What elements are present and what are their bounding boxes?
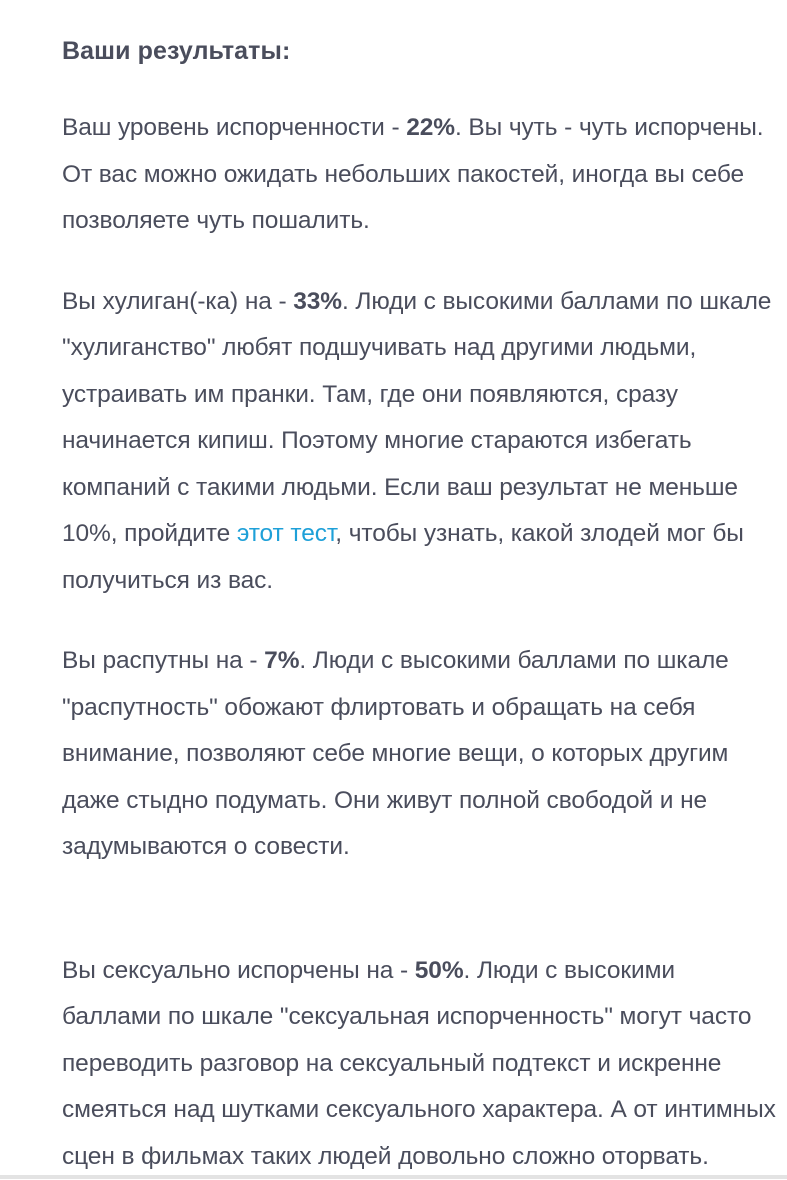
result-spoiled: [62, 105, 778, 245]
results-heading: Ваши результаты:: [62, 28, 778, 74]
result-spoiled-percent: 22%: [406, 114, 455, 141]
villain-test-link[interactable]: этот тест: [237, 520, 335, 547]
result-hooligan-text: . Люди с высокими баллами по шкале "хулиганство" любят подшучивать над другими людьми, устраивать им пранки. Там, где они появляются, сразу начинается кипиш. Поэтому многие стараются избегать компаний с такими людьми. Если ваш результат не меньше 10%, пройдите: [62, 288, 771, 548]
result-sexual-prefix: Вы сексуально испорчены на -: [62, 957, 415, 984]
result-hooligan-percent: 33%: [293, 288, 342, 315]
result-dissolute-percent: 7%: [264, 647, 299, 674]
result-dissolute-text: . Люди с высокими баллами по шкале "распутность" обожают флиртовать и обращать на себя внимание, позволяют себе многие вещи, о которых другим даже стыдно подумать. Они живут полной свободой и не задумываются о совести.: [62, 647, 729, 860]
result-spoiled-prefix: Ваш уровень испорченности -: [62, 114, 406, 141]
result-hooligan-prefix: Вы хулиган(-ка) на -: [62, 288, 293, 315]
result-hooligan: [62, 279, 778, 605]
bottom-divider: [0, 1175, 787, 1179]
result-dissolute: [62, 638, 778, 871]
result-sexual: [62, 948, 778, 1180]
result-sexual-text: . Люди с высокими баллами по шкале "сексуальная испорченность" могут часто переводить разговор на сексуальный подтекст и искренне смеяться над шутками сексуального характера. А от интимных сцен в фильмах таких людей довольно сложно оторвать.: [62, 957, 776, 1170]
result-dissolute-prefix: Вы распутны на -: [62, 647, 264, 674]
result-sexual-percent: 50%: [415, 957, 464, 984]
result-spoiled-text: . Вы чуть - чуть испорчены. От вас можно ожидать небольших пакостей, иногда вы себе позволяете чуть пошалить.: [62, 114, 764, 234]
result-hooligan-suffix: , чтобы узнать, какой злодей мог бы получиться из вас.: [62, 520, 744, 594]
results-content: [62, 28, 778, 1180]
